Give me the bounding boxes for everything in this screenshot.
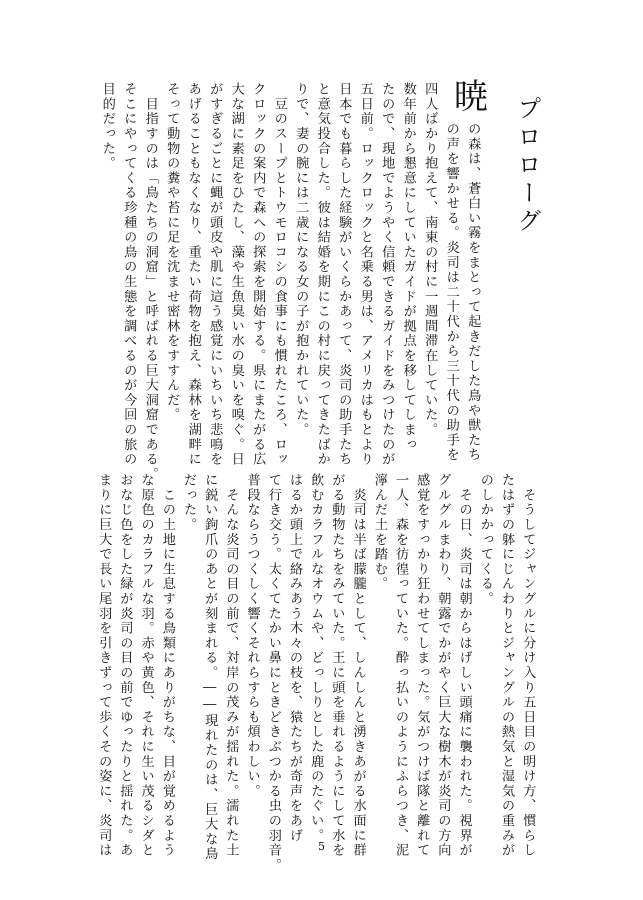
text-line: 炎司は半ば朦朧として、しんしんと湧きあがる水面に群 xyxy=(350,473,366,858)
text-line: 飲むカラフルなオウムや、どっしりとした鹿のたぐい。 xyxy=(308,473,324,843)
text-line: 濘んだ土を踏む。 xyxy=(371,473,387,592)
text-line: 感覚をすっかり狂わせてしまった。気がつけば隊と離れて xyxy=(414,473,430,858)
text-line: クロックの案内で森への探索を開始する。県にまたがる広 xyxy=(250,82,266,467)
text-line: グルグルまわり、朝露でかがやく巨大な樹木が炎司の方向 xyxy=(435,473,451,858)
text-line: そこにやってくる珍種の鳥の生態を調べるのが今回の旅の xyxy=(121,82,137,467)
text-line: 五日前。ロックロックと名乗る男は、アメリカはもとより xyxy=(357,82,373,467)
text-line: まりに巨大で長い尾羽を引きずって歩くその姿に、炎司は xyxy=(96,473,112,858)
text-line: だった。 xyxy=(181,473,196,533)
text-line: 日本でも暮らした経験がいくらかあって、炎司の助手たち xyxy=(336,82,352,467)
chapter-title: プロローグ xyxy=(513,96,541,236)
text-line: あげることもなくなり、重たい荷物を抱え、森林を湖畔に xyxy=(185,82,201,467)
text-line: そうしてジャングルに分け入り五日目の明け方、慣らし xyxy=(520,473,536,858)
text-line: たので、現地でようやく信頼できるガイドをみつけたのが xyxy=(379,82,395,467)
drop-cap: 暁 xyxy=(454,77,488,117)
text-line: 目指すのは「鳥たちの洞窟」と呼ばれる巨大洞窟である。 xyxy=(142,82,158,482)
text-line: の森は、蒼白い霧をまとって起きだした鳥や獣たち xyxy=(465,122,481,463)
text-line: の声を響かせる。炎司は二十代から三十代の助手を xyxy=(443,122,459,463)
text-line: のしかかってくる。 xyxy=(477,473,493,607)
text-line: 数年前から懇意にしていたガイドが拠点を移してしまっ xyxy=(400,82,416,452)
text-line: 目的だった。 xyxy=(99,82,115,171)
text-line: たはずの躰にじんわりとジャングルの熱気と湿気の重みが xyxy=(499,473,514,858)
text-line: に鋭い鉤爪のあとが刻まれる。――現れたのは、巨大な鳥 xyxy=(202,473,218,862)
text-line: がすぎるごとに蝿が頭皮や肌に這う感覚にいちいち悲鳴を xyxy=(207,82,223,467)
text-line: はるか頭上で絡みあう木々の枝を、猿たちが奇声をあげ xyxy=(287,473,302,843)
text-line: な原色のカラフルな羽。赤や黄色、それに生い茂るシダと xyxy=(138,473,154,858)
text-line: そって動物の糞や苔に足を沈ませ密林をすすんだ。 xyxy=(164,82,180,423)
text-line: そんな炎司の目の前で、対岸の茂みが揺れた。濡れた土 xyxy=(223,473,239,858)
text-line: 豆のスープとトウモロコシの食事にも慣れたころ、ロッ xyxy=(271,82,287,467)
text-line: 普段ならうつくしく響くそれらすらも煩わしい。 xyxy=(244,473,260,799)
text-line: 一人、森を彷徨っていた。酔っ払いのようにふらつき、泥 xyxy=(393,473,408,858)
text-line: この土地に生息する鳥類にありがちな、目が覚めるよう xyxy=(159,473,175,858)
text-line: 四人ばかり抱えて、南東の村に一週間滞在していた。 xyxy=(422,82,438,438)
text-line: がる動物たちをみていた。王に頭を垂れるようにして水を xyxy=(329,473,345,858)
text-line: おなじ色をした緑が炎司の目の前でゆったりと揺れた。あ xyxy=(117,473,133,858)
text-line: て行き交う。太くてたかい鼻にときどきぶつかる虫の羽音。 xyxy=(265,473,281,873)
text-line: その日、炎司は朝からはげしい頭痛に襲われた。視界が xyxy=(456,473,472,858)
text-line: と意気投合した。彼は結婚を期にこの村に戻ってきたばか xyxy=(314,82,330,467)
text-line: りで、妻の腕には二歳になる女の子が抱かれていた。 xyxy=(293,82,309,438)
text-line: 大な湖に素足をひたし、藻や生魚臭い水の臭いを嗅ぐ。日 xyxy=(228,82,244,467)
page-number: 5 xyxy=(318,840,325,853)
